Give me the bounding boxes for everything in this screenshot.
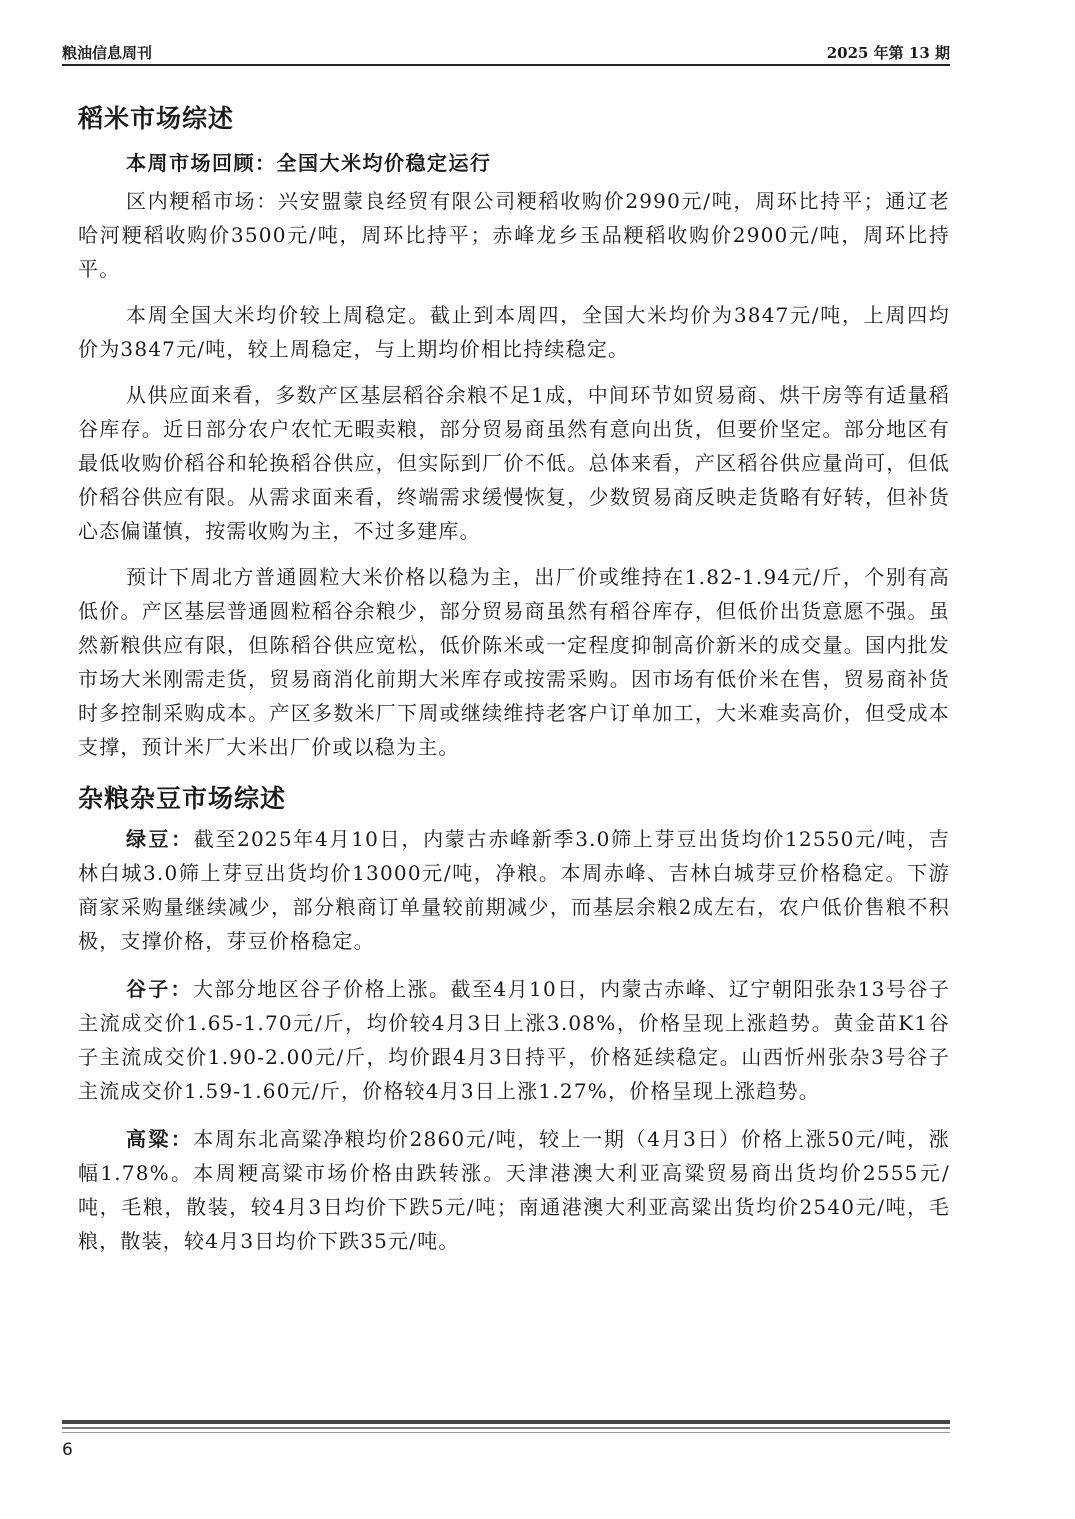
section-subhead-rice: 本周市场回顾：全国大米均价稳定运行 [126,151,492,175]
paragraph: 区内粳稻市场：兴安盟蒙良经贸有限公司粳稻收购价2990元/吨，周环比持平；通辽老哈河粳稻收购价3500元/吨，周环比持平；赤峰龙乡玉品粳稻收购价2900元/吨，周环比持平。 [78,189,950,281]
paragraph: 本周全国大米均价较上周稳定。截止到本周四，全国大米均价为3847元/吨，上周四均价为3847元/吨，较上周稳定，与上期均价相比持续稳定。 [78,303,950,361]
footer-divider [62,1420,950,1424]
footer-divider [62,1432,950,1433]
paragraph-millet [78,972,950,1108]
paragraph: 预计下周北方普通圆粒大米价格以稳为主，出厂价或维持在1.82-1.94元/斤，个别有高低价。产区基层普通圆粒稻谷余粮少，部分贸易商虽然有稻谷库存，但低价出货意愿不强。虽然新粮供应有限，但陈稻谷供应宽松，低价陈米或一定程度抑制高价新米的成交量。国内批发市场大米刚需走货，贸易商消化前期大米库存或按需采购。因市场有低价米在售，贸易商补货时多控制采购成本。产区多数米厂下周或继续维持老客户订单加工，大米难卖高价，但受成本支撑，预计米厂大米出厂价或以稳为主。 [78,565,950,759]
publication-name: 粮油信息周刊 [62,44,153,62]
section-title-grains: 杂粮杂豆市场综述 [78,784,287,813]
header-divider [62,64,950,66]
footer-divider [62,1427,950,1429]
page-number: 6 [62,1440,73,1460]
item-label: 绿豆： [126,827,194,851]
issue-number: 2025 年第 13 期 [826,44,950,62]
item-label: 谷子： [126,977,193,1001]
item-text: 截至2025年4月10日，内蒙古赤峰新季3.0筛上芽豆出货均价12550元/吨，吉林白城3.0筛上芽豆出货均价13000元/吨，净粮。本周赤峰、吉林白城芽豆价格稳定。下游商家采购量继续减少，部分粮商订单量较前期减少，而基层余粮2成左右，农户低价售粮不积极，支撑价格，芽豆价格稳定。 [78,827,951,953]
paragraph-sorghum [78,1122,950,1258]
item-text: 本周东北高粱净粮均价2860元/吨，较上一期（4月3日）价格上涨50元/吨，涨幅1.78%。本周粳高粱市场价格由跌转涨。天津港澳大利亚高粱贸易商出货均价2555元/吨，毛粮，散装，较4月3日均价下跌5元/吨；南通港澳大利亚高粱出货均价2540元/吨，毛粮，散装，较4月3日均价下跌35元/吨。 [78,1127,951,1253]
item-label: 高粱： [126,1127,194,1151]
paragraph: 从供应面来看，多数产区基层稻谷余粮不足1成，中间环节如贸易商、烘干房等有适量稻谷库存。近日部分农户农忙无暇卖粮，部分贸易商虽然有意向出货，但要价坚定。部分地区有最低收购价稻谷和轮换稻谷供应，但实际到厂价不低。总体来看，产区稻谷供应量尚可，但低价稻谷供应有限。从需求面来看，终端需求缓慢恢复，少数贸易商反映走货略有好转，但补货心态偏谨慎，按需收购为主，不过多建库。 [78,383,950,543]
article-body [78,96,950,1272]
page-header [62,42,950,64]
item-text: 大部分地区谷子价格上涨。截至4月10日，内蒙古赤峰、辽宁朝阳张杂13号谷子主流成交价1.65-1.70元/斤，均价较4月3日上涨3.08%，价格呈现上涨趋势。黄金苗K1谷子主流成交价1.90-2.00元/斤，均价跟4月3日持平，价格延续稳定。山西忻州张杂3号谷子主流成交价1.59-1.60元/斤，价格较4月3日上涨1.27%，价格呈现上涨趋势。 [78,977,950,1103]
paragraph-mung-bean [78,822,950,958]
section-title-rice: 稻米市场综述 [78,104,235,133]
